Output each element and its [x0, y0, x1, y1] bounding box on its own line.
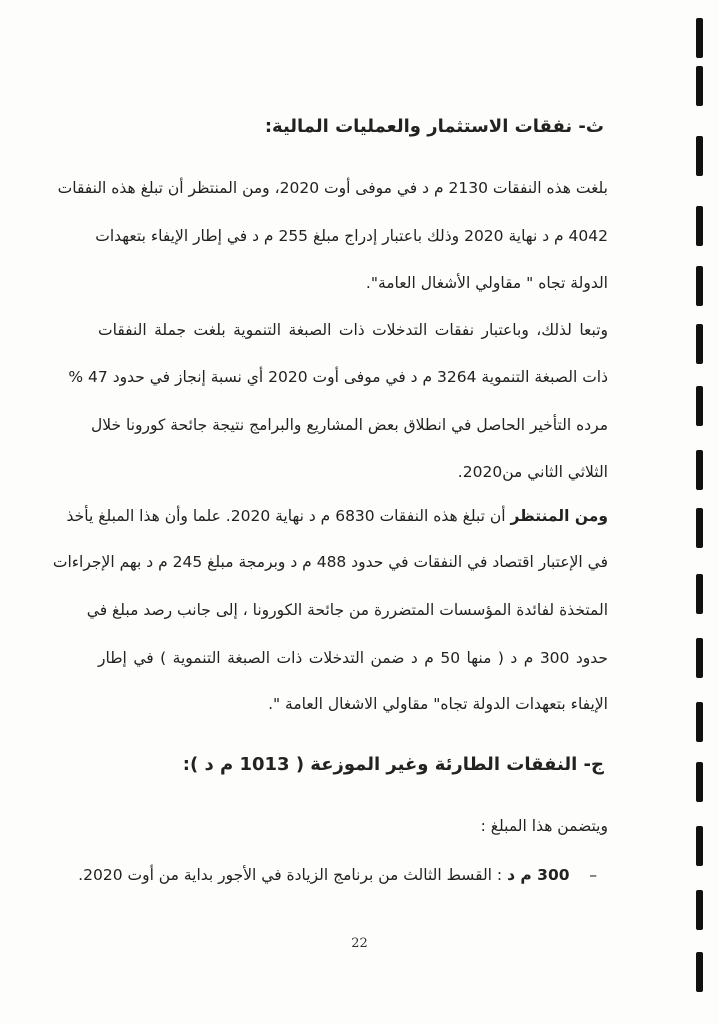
bullet-dash: – — [589, 866, 597, 884]
para1-line-1: بلغت هذه النفقات 2130 م د في موفى أوت 2020، ومن المنتظر أن تبلغ هذه النفقات — [57, 179, 608, 197]
bullet-amount: 300 م د — [507, 866, 570, 884]
section-heading-jim: ج- النفقات الطارئة وغير الموزعة ( 1013 م د ): — [182, 754, 604, 775]
para1-line-2: 4042 م د نهاية 2020 وذلك باعتبار إدراج مبلغ 255 م د في إطار الإيفاء بتعهدات — [95, 227, 608, 245]
bullet-text: : القسط الثالث من برنامج الزيادة في الأجور بداية من أوت 2020. — [78, 866, 508, 884]
page-number: 22 — [351, 936, 368, 951]
section-heading-tha: ث- نفقات الاستثمار والعمليات المالية: — [264, 116, 604, 137]
bullet-item — [78, 866, 597, 884]
para3-line-2: في الإعتبار اقتصاد في النفقات في حدود 488 م د وبرمجة مبلغ 245 م د بهم الإجراءات — [52, 553, 608, 571]
para2-line-3: مرده التأخير الحاصل في انطلاق بعض المشاريع والبرامج نتيجة جائحة كورونا خلال — [90, 416, 608, 434]
para3-line-4: حدود 300 م د ( منها 50 م د ضمن التدخلات ذات الصبغة التنموية ) في إطار — [98, 649, 608, 667]
para2-line-4: الثلاثي الثاني من2020. — [457, 463, 608, 481]
para2-line-1: وتبعا لذلك، وباعتبار نفقات التدخلات ذات الصبغة التنموية بلغت جملة النفقات — [98, 321, 608, 339]
para3-line-1 — [66, 506, 608, 526]
para1-line-3: الدولة تجاه " مقاولي الأشغال العامة". — [365, 274, 608, 292]
binding-holes — [696, 18, 706, 1018]
intro-line: ويتضمن هذا المبلغ : — [480, 817, 608, 835]
para3-line-3: المتخذة لفائدة المؤسسات المتضررة من جائحة الكورونا ، إلى جانب رصد مبلغ في — [86, 601, 608, 619]
para2-line-2: ذات الصبغة التنموية 3264 م د في موفى أوت 2020 أي نسبة إنجاز في حدود 47 % — [68, 368, 608, 386]
para3-line-5: الإيفاء بتعهدات الدولة تجاه" مقاولي الاشغال العامة ". — [268, 695, 608, 713]
para3-bold-start: ومن المنتظر — [510, 507, 608, 525]
para3-line1-rest: أن تبلغ هذه النفقات 6830 م د نهاية 2020. علما وأن هذا المبلغ يأخذ — [66, 507, 511, 525]
